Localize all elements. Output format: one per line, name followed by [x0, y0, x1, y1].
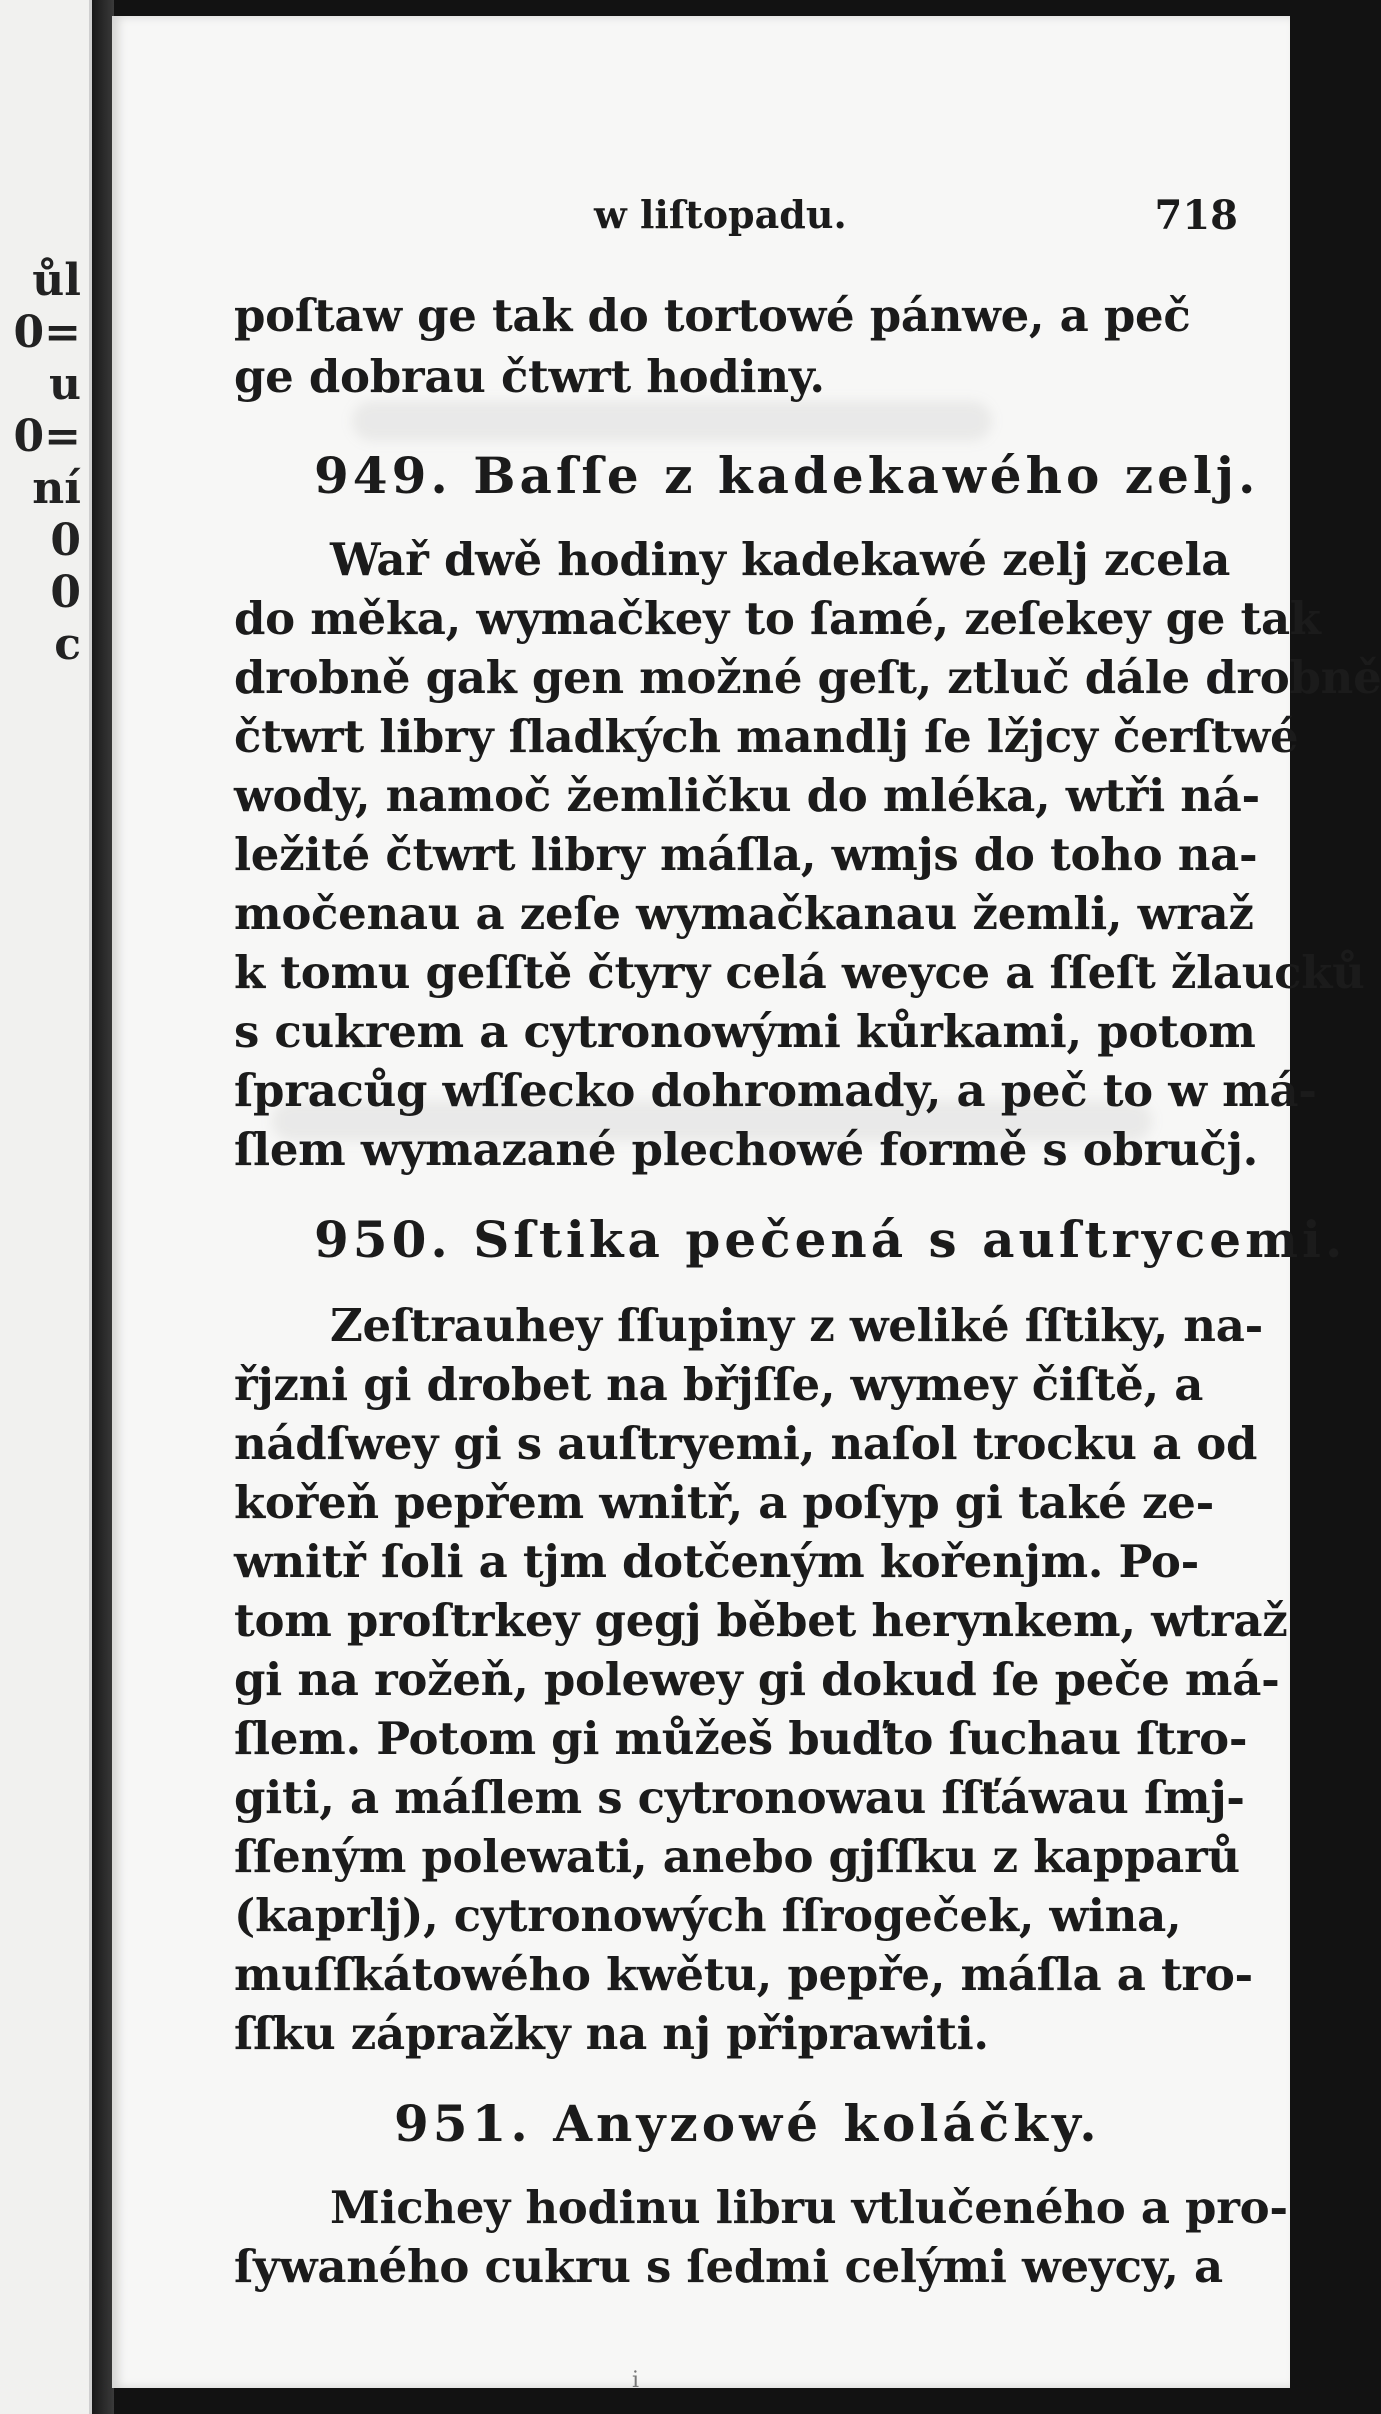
recipe-line: wnitř ſoli a tjm dotčeným kořenjm. Po-	[234, 1535, 1199, 1588]
recipe-line: do měka, wymačkey to ſamé, zeſekey ge tak	[234, 592, 1321, 645]
recipe-line: nádſwey gi s auſtryemi, naſol trocku a od	[234, 1417, 1258, 1470]
recipe-line: Zeſtrauhey ſſupiny z weliké ſſtiky, na-	[330, 1299, 1263, 1352]
recipe-line: wody, namoč žemličku do mléka, wtři ná-	[234, 769, 1260, 822]
page-number: 718	[1154, 192, 1238, 239]
recipe-heading-949	[314, 446, 1259, 506]
recipe-line: giti, a máſlem s cytronowau ſſťáwau ſmj-	[234, 1771, 1245, 1824]
recipe-number: 951.	[394, 2094, 532, 2153]
recipe-line: ležité čtwrt libry máſla, wmjs do toho na-	[234, 828, 1258, 881]
recipe-line: ſpracůg wſſecko dohromady, a peč to w má-	[234, 1064, 1317, 1117]
edge-line: 0	[50, 515, 81, 566]
recipe-title: Anyzowé koláčky.	[553, 2094, 1101, 2153]
edge-line: ní	[32, 463, 81, 514]
recipe-line: k tomu geſſtě čtyry celá weyce a ſſeſt žlaucků	[234, 946, 1365, 999]
book-page	[112, 16, 1381, 2393]
recipe-line: s cukrem a cytronowými kůrkami, potom	[234, 1005, 1256, 1058]
recipe-line: ſlem. Potom gi můžeš buďto ſuchau ſtro-	[234, 1712, 1248, 1765]
recipe-heading-950	[314, 1210, 1346, 1270]
recipe-line: ſlem wymazané plechowé formě s obručj.	[234, 1123, 1258, 1176]
running-head-title: w liſtopadu.	[594, 192, 847, 237]
recipe-line: (kaprlj), cytronowých ſſrogeček, wina,	[234, 1889, 1182, 1942]
recipe-title: Baſſe z kadekawého zelj.	[473, 446, 1260, 505]
recipe-heading-951	[394, 2094, 1101, 2154]
recipe-title: Sſtika pečená s auſtrycemi.	[473, 1210, 1347, 1269]
page-footer-mark: i	[632, 2368, 640, 2393]
recipe-line: muſſkátowého kwětu, pepře, máſla a tro-	[234, 1948, 1253, 2001]
recipe-number: 950.	[314, 1210, 452, 1269]
edge-line: c	[54, 619, 81, 670]
recipe-line: drobně gak gen možné geſt, ztluč dále drobně	[234, 651, 1381, 704]
edge-line: 0	[50, 567, 81, 618]
recipe-line: čtwrt libry ſladkých mandlj ſe lžjcy čerſtwé	[234, 710, 1299, 763]
recipe-line: ſſeným polewati, anebo gjſſku z kapparů	[234, 1830, 1240, 1883]
edge-line: ůl	[32, 255, 81, 306]
book-gutter	[92, 0, 114, 2414]
edge-line: 0=	[13, 411, 81, 462]
previous-page-text-fragments	[0, 255, 81, 671]
edge-line: 0=	[13, 307, 81, 358]
recipe-line: tom proſtrkey gegj běbet herynkem, wtraž	[234, 1594, 1288, 1647]
running-head	[234, 192, 1238, 252]
body-line: ge dobrau čtwrt hodiny.	[234, 350, 825, 403]
recipe-line: Michey hodinu libru vtlučeného a pro-	[330, 2181, 1288, 2234]
recipe-line: gi na rožeň, polewey gi dokud ſe peče má-	[234, 1653, 1280, 1706]
recipe-line: Wař dwě hodiny kadekawé zelj zcela	[330, 533, 1231, 586]
recipe-line: močenau a zeſe wymačkanau žemli, wraž	[234, 887, 1254, 940]
recipe-line: ſſku zápražky na nj připrawiti.	[234, 2007, 989, 2060]
edge-line: u	[49, 359, 81, 410]
recipe-number: 949.	[314, 446, 452, 505]
body-line: poſtaw ge tak do tortowé pánwe, a peč	[234, 289, 1191, 342]
recipe-line: ſywaného cukru s ſedmi celými weycy, a	[234, 2240, 1223, 2293]
recipe-line: řjzni gi drobet na břjſſe, wymey čiſtě, a	[234, 1358, 1204, 1411]
recipe-line: kořeň pepřem wnitř, a poſyp gi také ze-	[234, 1476, 1214, 1529]
previous-page-edge	[0, 0, 92, 2414]
bleed-through-smudge	[352, 401, 992, 441]
